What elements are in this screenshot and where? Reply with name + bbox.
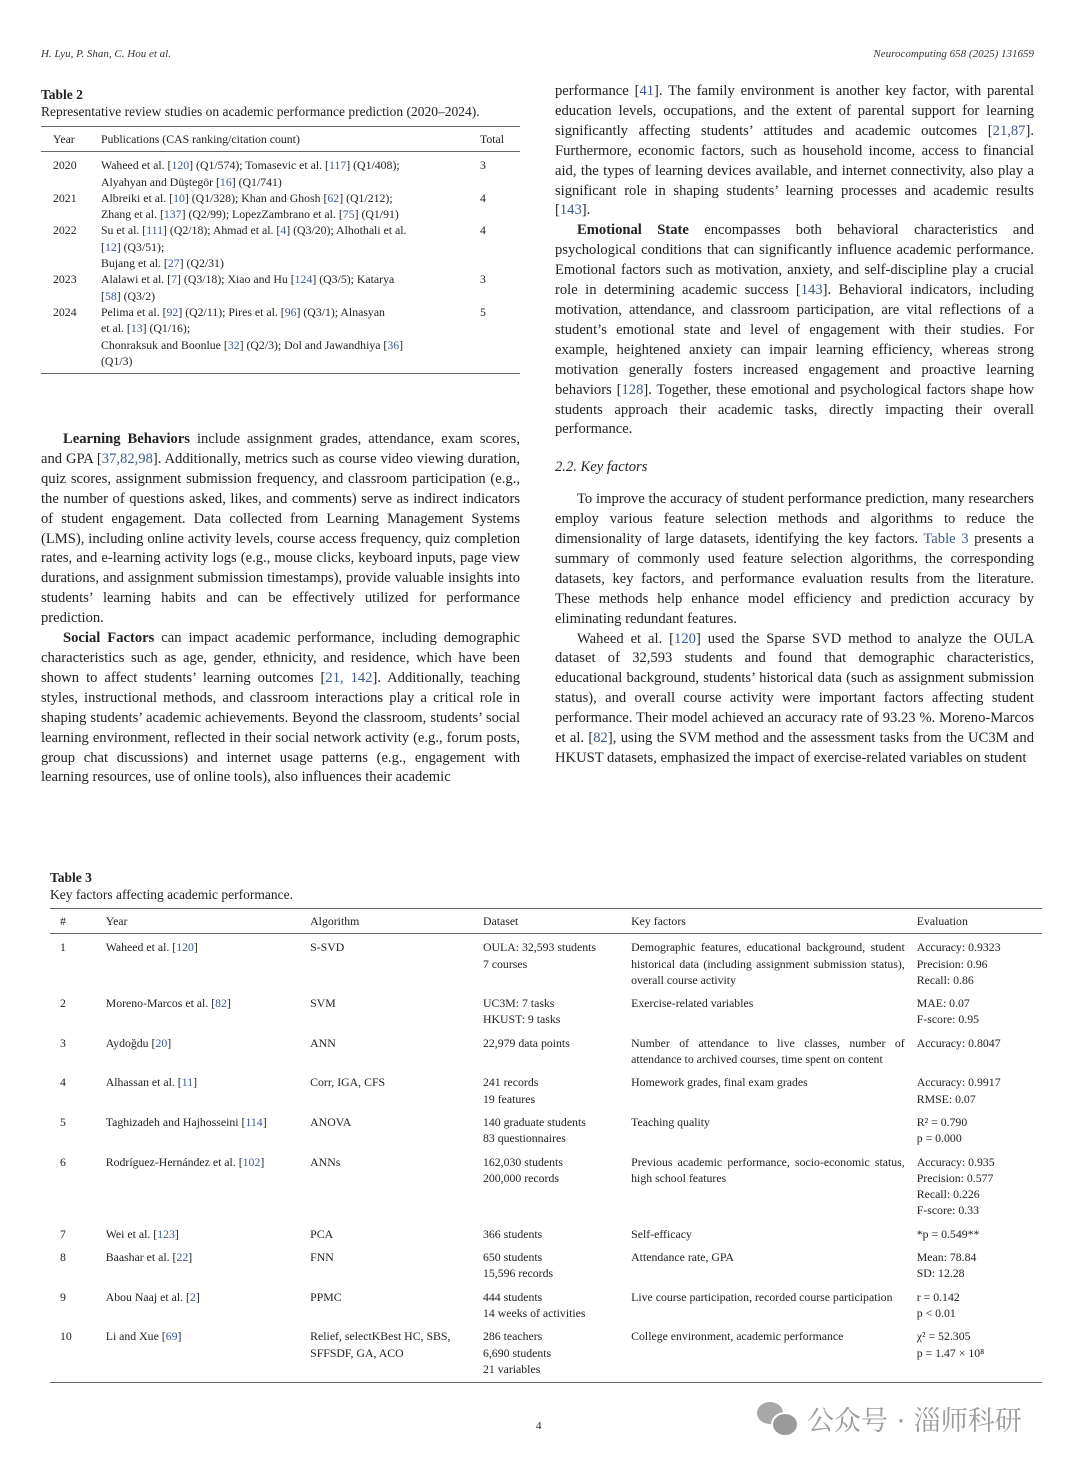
publication-line: Albreiki et al. [10] (Q1/328); Khan and Ghosh [62] (Q1/212); (101, 190, 393, 205)
cell-algorithm: FNN (310, 1250, 334, 1265)
evaluation-line: Accuracy: 0.935 (916, 1154, 995, 1169)
dataset-line: 286 teachers (482, 1329, 543, 1344)
table-row (50, 1325, 1042, 1382)
paragraph-body: include assignment grades, attendance, exam scores, and GPA [37,82,98]. Additionally, metrics such as course video viewing duration, quiz scores, assignment submission frequency, and classroom participation (e.g., the number of questions asked, likes, and comments) serve as indirect indicators of student engagement. Data collected from Learning Management Systems (LMS), including online activity levels, course access frequency, quiz completion rates, and e-learning activity logs (e.g., mouse clicks, keyboard inputs, page view durations, and assignment submission timestamps), provide valuable insights into students’ learning habits and can be effectively utilized for performance prediction. (41, 431, 520, 627)
table-3-label: Table 3 (50, 870, 92, 885)
evaluation-line: R² = 0.790 (916, 1114, 968, 1129)
cell-number: 8 (60, 1250, 66, 1265)
paragraph-waheed-summary: Waheed et al. [120] used the Sparse SVD method to analyze the OULA dataset of 32,593 students and found that demographic characteristics, educational background, students’ historical data (such as assignment submission status), and overall course activity were important factors affecting student performance. Their model achieved an accuracy rate of 93.23 %. Moreno-Marcos et al. [82], using the SVM method and the assessment tasks from the UC3M and HKUST datasets, emphasized the impact of exercise-related variables on student (555, 630, 1035, 766)
evaluation-line: Mean: 78.84 (916, 1250, 977, 1265)
term-emotional-state: Emotional State (577, 222, 689, 239)
cell-study: Moreno-Marcos et al. [82] (105, 996, 231, 1011)
column-header-number: # (50, 909, 100, 934)
cell-evaluation (911, 1071, 1042, 1111)
table-2-header-row (41, 127, 520, 152)
table-2-label: Table 2 (41, 87, 83, 102)
cell-algorithm: Corr, IGA, CFS (310, 1075, 386, 1090)
cell-algorithm: PPMC (310, 1289, 342, 1304)
section-heading-key-factors: 2.2. Key factors (555, 459, 648, 476)
table-row (50, 1286, 1042, 1326)
dataset-line: 7 courses (482, 956, 528, 971)
dataset-line: 6,690 students (482, 1345, 552, 1360)
table-row (50, 1151, 1042, 1223)
table-2-caption: Representative review studies on academic performance prediction (2020–2024). (41, 104, 480, 119)
cell-publications (95, 304, 474, 374)
dataset-line: UC3M: 7 tasks (482, 996, 555, 1011)
cell-total: 4 (480, 223, 486, 238)
publication-line: Chonraksuk and Boonlue [32] (Q2/3); Dol and Jawandhiya [36] (101, 337, 404, 352)
evaluation-line: r = 0.142 (916, 1289, 960, 1304)
cell-number: 3 (60, 1035, 66, 1050)
cell-year: 2022 (53, 223, 77, 238)
cell-evaluation (911, 992, 1042, 1032)
cell-dataset (477, 1246, 625, 1286)
cell-algorithm: Relief, selectKBest HC, SBS, SFFSDF, GA, ACO (304, 1325, 477, 1382)
table-row (50, 1032, 1042, 1072)
cell-key-factors: Demographic features, educational background, student historical data (including assignment submission status), overall course activity (631, 940, 905, 987)
publication-line: Pelima et al. [92] (Q2/11); Pires et al. [96] (Q3/1); Alnasyan (101, 304, 385, 319)
left-column-text (41, 430, 520, 788)
cell-number: 2 (60, 996, 66, 1011)
dataset-line: 83 questionnaires (482, 1131, 566, 1146)
cell-key-factors: Self-efficacy (631, 1226, 692, 1241)
cell-year: 2020 (53, 158, 77, 173)
cell-dataset (477, 1071, 625, 1111)
cell-total: 3 (480, 272, 486, 287)
evaluation-line: Accuracy: 0.8047 (916, 1035, 1001, 1050)
evaluation-line: F-score: 0.95 (916, 1012, 979, 1027)
cell-evaluation (911, 1111, 1042, 1151)
publication-line: [12] (Q3/51); (101, 239, 165, 254)
table-2 (41, 86, 520, 374)
table-3-header-row (50, 909, 1042, 934)
cell-dataset (477, 1286, 625, 1326)
cell-year: 2024 (41, 304, 95, 374)
column-header-year: Year (100, 909, 304, 934)
term-social-factors: Social Factors (63, 630, 155, 647)
evaluation-line: SD: 12.28 (916, 1266, 965, 1281)
dataset-line: 140 graduate students (482, 1114, 586, 1129)
cell-evaluation (911, 1032, 1042, 1072)
cell-evaluation (911, 934, 1042, 992)
cell-study: Aydoğdu [20] (105, 1035, 172, 1050)
evaluation-line: *p = 0.549** (916, 1226, 980, 1241)
dataset-line: OULA: 32,593 students (482, 940, 597, 955)
cell-publications (95, 222, 474, 271)
dataset-line: 14 weeks of activities (482, 1305, 586, 1320)
paragraph-key-factors-intro: To improve the accuracy of student performance prediction, many researchers employ various feature selection methods and algorithms to reduce the dimensionality of large datasets, identifying the key factors. Table 3 presents a summary of commonly used feature selection algorithms, the corresponding datasets, key factors, and performance evaluation results from the literature. These methods help enhance model efficiency and prediction accuracy by eliminating redundant features. (555, 491, 1034, 627)
cell-number: 5 (60, 1114, 66, 1129)
cell-number: 9 (60, 1289, 66, 1304)
evaluation-line: Precision: 0.96 (916, 956, 988, 971)
evaluation-line: p = 0.000 (916, 1131, 962, 1146)
cell-key-factors: Number of attendance to live classes, number of attendance to archived courses, time spent on content (631, 1035, 905, 1067)
cell-dataset (477, 1032, 625, 1072)
dataset-line: 366 students (482, 1226, 543, 1241)
column-header-algorithm: Algorithm (304, 909, 477, 934)
cell-algorithm: ANOVA (310, 1114, 352, 1129)
cell-number: 1 (60, 940, 66, 955)
cell-publications (95, 152, 474, 190)
paragraph-emotional-state (555, 221, 1034, 440)
table-3 (50, 869, 1042, 1383)
evaluation-line: p = 1.47 × 10⁸ (916, 1345, 985, 1360)
dataset-line: 19 features (482, 1091, 536, 1106)
column-header-evaluation: Evaluation (911, 909, 1042, 934)
cell-publications (95, 190, 474, 223)
publication-line: Alyahyan and Düştegör [16] (Q1/741) (101, 174, 282, 189)
cell-study: Waheed et al. [120] (105, 940, 198, 955)
watermark (757, 1399, 1022, 1438)
table-row (50, 992, 1042, 1032)
cell-total: 5 (474, 304, 520, 374)
cell-study: Taghizadeh and Hajhosseini [114] (105, 1114, 267, 1129)
cell-dataset (477, 992, 625, 1032)
wechat-icon (757, 1402, 799, 1436)
cell-dataset (477, 934, 625, 992)
dataset-line: 21 variables (482, 1361, 541, 1376)
dataset-line: 200,000 records (482, 1170, 559, 1185)
evaluation-line: Accuracy: 0.9917 (916, 1075, 1001, 1090)
table-row (41, 304, 520, 374)
table-row (41, 222, 520, 271)
table-row (41, 271, 520, 304)
table-row (50, 934, 1042, 992)
publication-line: Alalawi et al. [7] (Q3/18); Xiao and Hu [124] (Q3/5); Katarya (101, 272, 395, 287)
cell-total: 4 (480, 190, 486, 205)
evaluation-line: p < 0.01 (916, 1305, 956, 1320)
column-header-year: Year (41, 127, 95, 152)
cell-publications (95, 271, 474, 304)
dataset-line: 22,979 data points (482, 1035, 570, 1050)
cell-algorithm: ANNs (310, 1154, 341, 1169)
dataset-line: HKUST: 9 tasks (482, 1012, 561, 1027)
cell-study: Baashar et al. [22] (105, 1250, 193, 1265)
cell-evaluation (911, 1151, 1042, 1223)
cell-key-factors: Homework grades, final exam grades (631, 1075, 808, 1090)
table-row (50, 1223, 1042, 1246)
evaluation-line: MAE: 0.07 (916, 996, 970, 1011)
cell-key-factors: Teaching quality (631, 1114, 710, 1129)
cell-study: Alhassan et al. [11] (105, 1075, 198, 1090)
table-row (50, 1246, 1042, 1286)
cell-number: 6 (60, 1154, 66, 1169)
cell-dataset (477, 1325, 625, 1382)
cell-dataset (477, 1111, 625, 1151)
column-header-dataset: Dataset (477, 909, 625, 934)
right-column-text (555, 82, 1034, 769)
dataset-line: 650 students (482, 1250, 543, 1265)
cell-key-factors: Live course participation, recorded course participation (631, 1289, 893, 1304)
running-header-authors: H. Lyu, P. Shan, C. Hou et al. (41, 48, 171, 60)
cell-evaluation (911, 1286, 1042, 1326)
cell-evaluation (911, 1246, 1042, 1286)
paragraph-body: encompasses both behavioral characteristics and psychological conditions that can significantly influence academic performance. Emotional factors such as motivation, anxiety, and self-discipline play a crucial role in determining academic success [143]. Behavioral indicators, including motivation, attendance, and classroom participation, are vital reflections of a student’s emotional state and level of engagement with their studies. For example, heightened anxiety can impair learning efficiency, whereas strong motivation generally fosters increased engagement and proactive learning behaviors [128]. Together, these emotional and psychological factors shape how students approach their academic tasks, directly impacting their overall performance. (555, 222, 1034, 438)
evaluation-line: Recall: 0.226 (916, 1187, 980, 1202)
publication-line: [58] (Q3/2) (101, 288, 156, 303)
table-3-caption: Key factors affecting academic performance. (50, 887, 293, 902)
cell-key-factors: Attendance rate, GPA (631, 1250, 734, 1265)
column-header-total: Total (474, 127, 520, 152)
publication-line: et al. [13] (Q1/16); (101, 321, 191, 336)
cell-number: 7 (60, 1226, 66, 1241)
term-learning-behaviors: Learning Behaviors (63, 431, 190, 447)
cell-number: 4 (60, 1075, 66, 1090)
cell-algorithm: ANN (310, 1035, 336, 1050)
cell-study: Rodríguez-Hernández et al. [102] (105, 1154, 265, 1169)
table-row (41, 190, 520, 223)
cell-study: Li and Xue [69] (100, 1325, 304, 1382)
table-2-grid (41, 126, 520, 374)
cell-year: 2021 (53, 190, 77, 205)
cell-evaluation (911, 1223, 1042, 1246)
page-number: 4 (536, 1420, 542, 1432)
publication-line: (Q1/3) (101, 353, 133, 368)
cell-key-factors: College environment, academic performance (625, 1325, 911, 1382)
cell-dataset (477, 1151, 625, 1223)
cell-algorithm: S-SVD (310, 940, 345, 955)
publication-line: Su et al. [111] (Q2/18); Ahmad et al. [4] (Q3/20); Alhothali et al. (101, 223, 407, 238)
cell-key-factors: Previous academic performance, socio-economic status, high school features (631, 1154, 905, 1185)
cell-algorithm: SVM (310, 996, 336, 1011)
dataset-line: 15,596 records (482, 1266, 554, 1281)
dataset-line: 241 records (482, 1075, 539, 1090)
evaluation-line: RMSE: 0.07 (916, 1091, 976, 1106)
watermark-text: 公众号 · 淄师科研 (807, 1406, 1022, 1437)
paragraph-learning-behaviors (41, 430, 520, 629)
table-row (50, 1111, 1042, 1151)
cell-key-factors: Exercise-related variables (631, 996, 754, 1011)
cell-study: Abou Naaj et al. [2] (105, 1289, 200, 1304)
table-row (41, 152, 520, 190)
table-row (50, 1071, 1042, 1111)
cell-evaluation (911, 1325, 1042, 1382)
cell-total: 3 (480, 158, 486, 173)
column-header-key-factors: Key factors (625, 909, 911, 934)
paragraph-body: can impact academic performance, including demographic characteristics such as age, gender, ethnicity, and residence, which have been shown to affect students’ learning outcomes [21, 142]. Additionally, teaching styles, instructional methods, and classroom interactions play a critical role in shaping students’ academic achievements. Beyond the classroom, students’ social learning environment, reflected in their social network activity (e.g., forum posts, group chat discussions) and internet usage patterns (e.g., engagement with learning resources, use of online tools), also influences their academic (41, 630, 521, 786)
paragraph-social-factors (41, 629, 520, 788)
paragraph-continued: performance [41]. The family environment is another key factor, with parental education levels, occupations, and the extent of parental support for learning significantly affecting students’ attitudes and academic outcomes [21,87]. Furthermore, economic factors, such as household income, access to financial aid, the types of learning devices available, and internet connectivity, also play a significant role in shaping students’ learning processes and academic results [143]. (555, 83, 1034, 219)
evaluation-line: χ² = 52.305 (916, 1329, 971, 1344)
evaluation-line: Precision: 0.577 (916, 1170, 994, 1185)
publication-line: Zhang et al. [137] (Q2/99); LopezZambrano et al. [75] (Q1/91) (101, 207, 399, 222)
table-3-grid (50, 908, 1042, 1383)
cell-year: 2023 (53, 272, 77, 287)
evaluation-line: Accuracy: 0.9323 (916, 940, 1001, 955)
cell-dataset (477, 1223, 625, 1246)
cell-algorithm: PCA (310, 1226, 334, 1241)
dataset-line: 162,030 students (482, 1154, 563, 1169)
dataset-line: 444 students (482, 1289, 543, 1304)
cell-study: Wei et al. [123] (105, 1226, 179, 1241)
publication-line: Waheed et al. [120] (Q1/574); Tomasevic et al. [117] (Q1/408); (101, 158, 400, 173)
evaluation-line: F-score: 0.33 (916, 1203, 979, 1218)
publication-line: Bujang et al. [27] (Q2/31) (101, 256, 224, 271)
running-header-journal: Neurocomputing 658 (2025) 131659 (873, 48, 1034, 60)
evaluation-line: Recall: 0.86 (916, 972, 974, 987)
cell-number: 10 (50, 1325, 100, 1382)
column-header-publications: Publications (CAS ranking/citation count) (95, 127, 474, 152)
